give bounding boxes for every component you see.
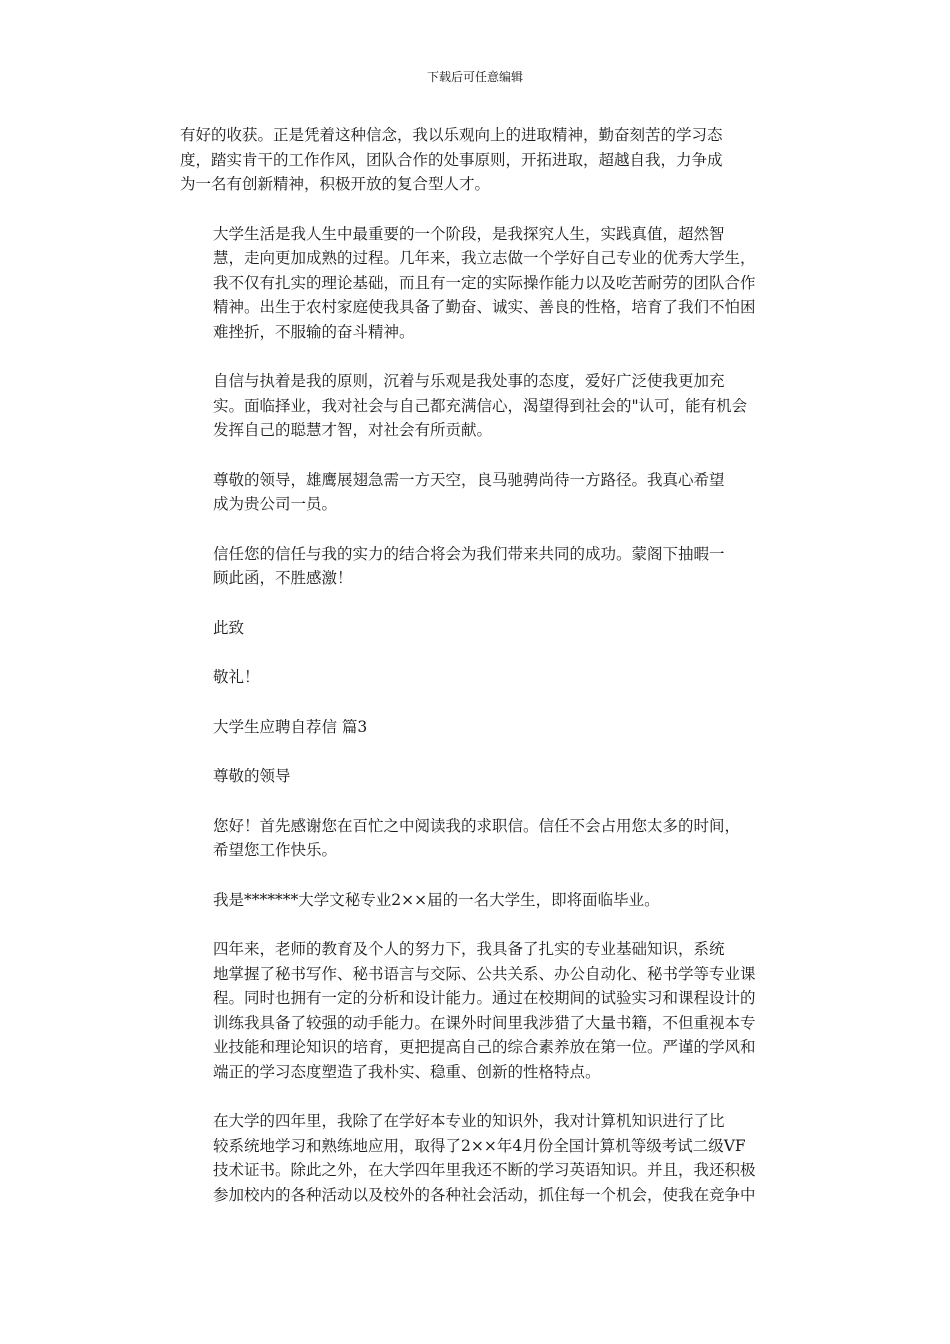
paragraph — [180, 937, 775, 1084]
paragraph-line: 较系统地学习和熟练地应用，取得了2××年4月份全国计算机等级考试二级VF — [213, 1136, 746, 1155]
paragraph-line: 业技能和理论知识的培育，更把提高自己的综合素养放在第一位。严谨的学风和 — [213, 1038, 756, 1056]
paragraph — [180, 715, 775, 740]
paragraph — [180, 814, 775, 863]
paragraph-line: 精神。出生于农村家庭使我具备了勤奋、诚实、善良的性格，培育了我们不怕困 — [213, 298, 756, 316]
paragraph — [180, 222, 775, 345]
paragraph-line: 程。同时也拥有一定的分析和设计能力。通过在校期间的试验实习和课程设计的 — [213, 989, 756, 1007]
paragraph-line: 发挥自己的聪慧才智，对社会有所贡献。 — [213, 421, 493, 439]
document-body — [180, 123, 775, 1232]
paragraph-line: 此致 — [213, 618, 245, 637]
paragraph-line: 四年来，老师的教育及个人的努力下，我具备了扎实的专业基础知识，系统 — [213, 940, 725, 958]
paragraph-line: 信任您的信任与我的实力的结合将会为我们带来共同的成功。蒙阁下抽暇一 — [213, 544, 725, 563]
paragraph — [180, 616, 775, 641]
paragraph — [180, 123, 775, 197]
paragraph-line: 难挫折，不服输的奋斗精神。 — [213, 322, 415, 341]
paragraph-line: 在大学的四年里，我除了在学好本专业的知识外，我对计算机知识进行了比 — [213, 1112, 725, 1130]
paragraph-line: 尊敬的领导 — [213, 767, 291, 785]
paragraph-line: 训练我具备了较强的动手能力。在课外时间里我涉猎了大量书籍，不但重视本专 — [213, 1013, 756, 1032]
paragraph-line: 有好的收获。正是凭着这种信念，我以乐观向上的进取精神，勤奋刻苦的学习态 — [180, 126, 723, 144]
paragraph-line: 为一名有创新精神，积极开放的复合型人才。 — [180, 175, 491, 193]
paragraph-line: 敬礼！ — [213, 668, 260, 686]
paragraph — [180, 888, 775, 913]
paragraph — [180, 468, 775, 517]
paragraph-line: 顾此函，不胜感激！ — [213, 569, 353, 587]
page-header — [0, 68, 950, 85]
paragraph-line: 自信与执着是我的原则，沉着与乐观是我处事的态度，爱好广泛使我更加充 — [213, 372, 725, 390]
paragraph-line: 大学生应聘自荐信 篇3 — [213, 717, 368, 736]
paragraph-line: 大学生活是我人生中最重要的一个阶段，是我探究人生，实践真值，超然智 — [213, 224, 725, 243]
paragraph-line: 尊敬的领导，雄鹰展翅急需一方天空，良马驰骋尚待一方路径。我真心希望 — [213, 470, 725, 489]
paragraph-line: 端正的学习态度塑造了我朴实、稳重、创新的性格特点。 — [213, 1062, 601, 1081]
paragraph-line: 度，踏实肯干的工作作风，团队合作的处事原则，开拓进取，超越自我，力争成 — [180, 150, 723, 169]
paragraph — [180, 1109, 775, 1207]
paragraph — [180, 542, 775, 591]
paragraph-line: 参加校内的各种活动以及校外的各种社会活动，抓住每一个机会，使我在竞争中 — [213, 1185, 756, 1204]
paragraph-line: 地掌握了秘书写作、秘书语言与交际、公共关系、办公自动化、秘书学等专业课 — [213, 964, 756, 983]
paragraph-line: 我是*******大学文秘专业2××届的一名大学生，即将面临毕业。 — [213, 890, 660, 909]
paragraph — [180, 764, 775, 789]
paragraph — [180, 665, 775, 690]
paragraph-line: 成为贵公司一员。 — [213, 495, 338, 513]
paragraph — [180, 369, 775, 443]
paragraph-line: 我不仅有扎实的理论基础，而且有一定的实际操作能力以及吃苦耐劳的团队合作 — [213, 273, 756, 292]
paragraph-line: 技术证书。除此之外，在大学四年里我还不断的学习英语知识。并且，我还积极 — [213, 1161, 756, 1179]
paragraph-line: 慧，走向更加成熟的过程。几年来，我立志做一个学好自己专业的优秀大学生， — [213, 249, 756, 267]
header-title: 下载后可任意编辑 — [426, 70, 523, 84]
paragraph-line: 实。面临择业，我对社会与自己都充满信心，渴望得到社会的"认可，能有机会 — [213, 396, 748, 415]
paragraph-line: 希望您工作快乐。 — [213, 841, 338, 859]
paragraph-line: 您好！首先感谢您在百忙之中阅读我的求职信。信任不会占用您太多的时间， — [213, 816, 741, 835]
